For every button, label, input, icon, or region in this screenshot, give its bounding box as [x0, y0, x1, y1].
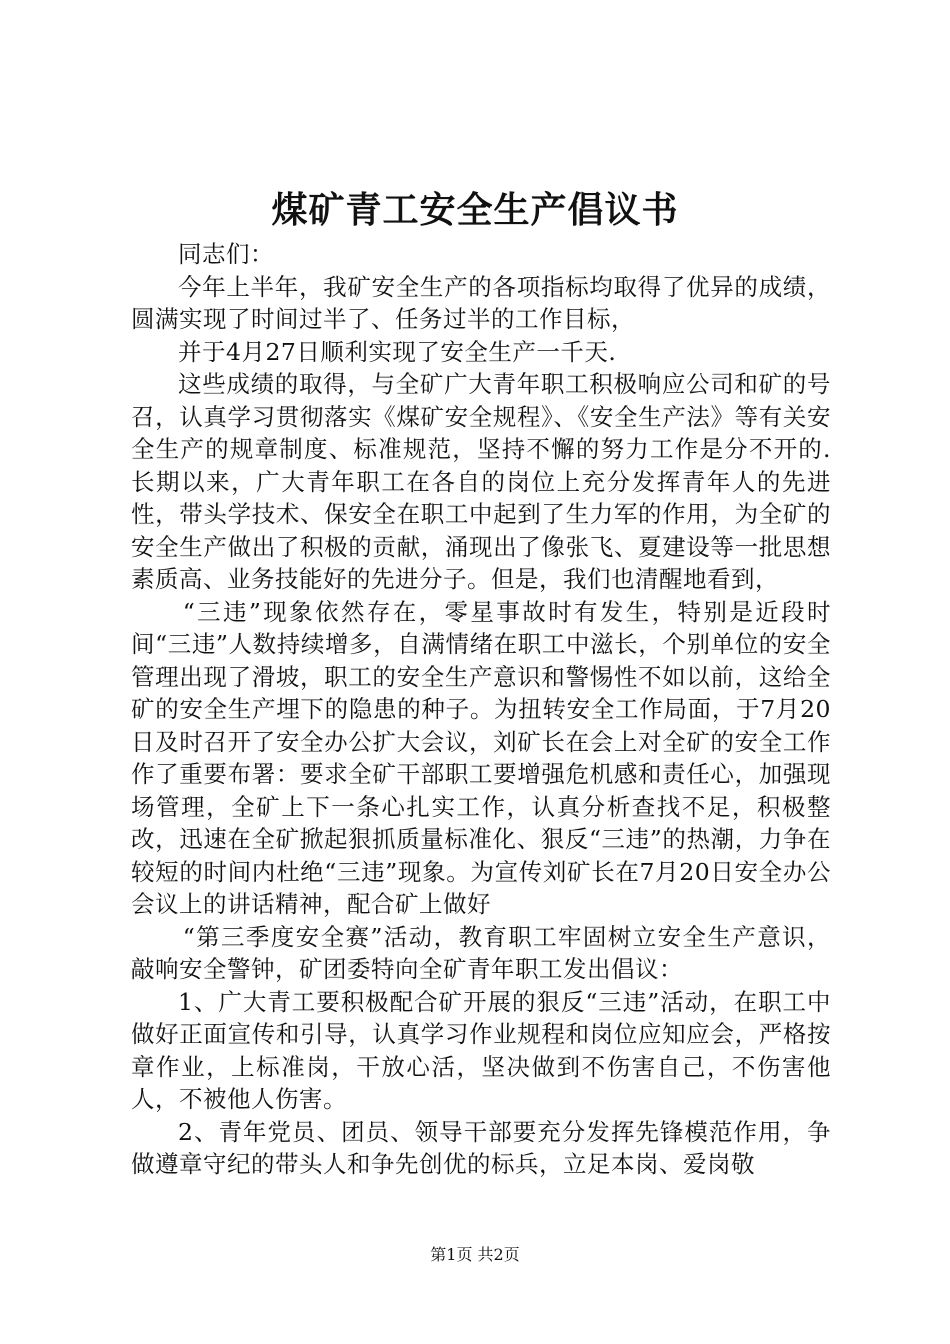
- document-title: 煤矿青工安全生产倡议书: [271, 189, 679, 231]
- paragraph: 今年上半年，我矿安全生产的各项指标均取得了优异的成绩，圆满实现了时间过半了、任务过半的工作目标，: [131, 272, 831, 333]
- paragraph: “第三季度安全赛”活动，教育职工牢固树立安全生产意识，敲响安全警钟，矿团委特向全矿青年职工发出倡议：: [131, 922, 831, 983]
- document-body: [131, 238, 831, 1181]
- page-footer: 第1页 共2页: [430, 1245, 520, 1264]
- salutation: 同志们：: [178, 240, 274, 268]
- paragraph: 1、广大青工要积极配合矿开展的狠反“三违”活动，在职工中做好正面宣传和引导，认真学习作业规程和岗位应知应会，严格按章作业，上标准岗，干放心活，坚决做到不伤害自己，不伤害他人，不被他人伤害。: [131, 987, 831, 1113]
- paragraph: 并于4月27日顺利实现了安全生产一千天.: [178, 337, 617, 366]
- paragraph: 2、青年党员、团员、领导干部要充分发挥先锋模范作用，争做遵章守纪的带头人和争先创优的标兵，立足本岗、爱岗敬: [131, 1117, 831, 1178]
- paragraph: 这些成绩的取得，与全矿广大青年职工积极响应公司和矿的号召，认真学习贯彻落实《煤矿安全规程》、《安全生产法》等有关安全生产的规章制度、标准规范，坚持不懈的努力工作是分不开的.长期以来，广大青年职工在各自的岗位上充分发挥青年人的先进性，带头学技术、保安全在职工中起到了生力军的作用，为全矿的安全生产做出了积极的贡献，涌现出了像张飞、夏建设等一批思想素质高、业务技能好的先进分子。但是，我们也清醒地看到，: [131, 370, 831, 593]
- paragraph: “三违”现象依然存在，零星事故时有发生，特别是近段时间“三违”人数持续增多，自满情绪在职工中滋长，个别单位的安全管理出现了滑坡，职工的安全生产意识和警惕性不如以前，这给全矿的安全生产埋下的隐患的种子。为扭转安全工作局面，于7月20日及时召开了安全办公扩大会议，刘矿长在会上对全矿的安全工作作了重要布署：要求全矿干部职工要增强危机感和责任心，加强现场管理，全矿上下一条心扎实工作，认真分析查找不足，积极整改，迅速在全矿掀起狠抓质量标准化、狠反“三违”的热潮，力争在较短的时间内杜绝“三违”现象。为宣传刘矿长在7月20日安全办公会议上的讲话精神，配合矿上做好: [131, 597, 831, 918]
